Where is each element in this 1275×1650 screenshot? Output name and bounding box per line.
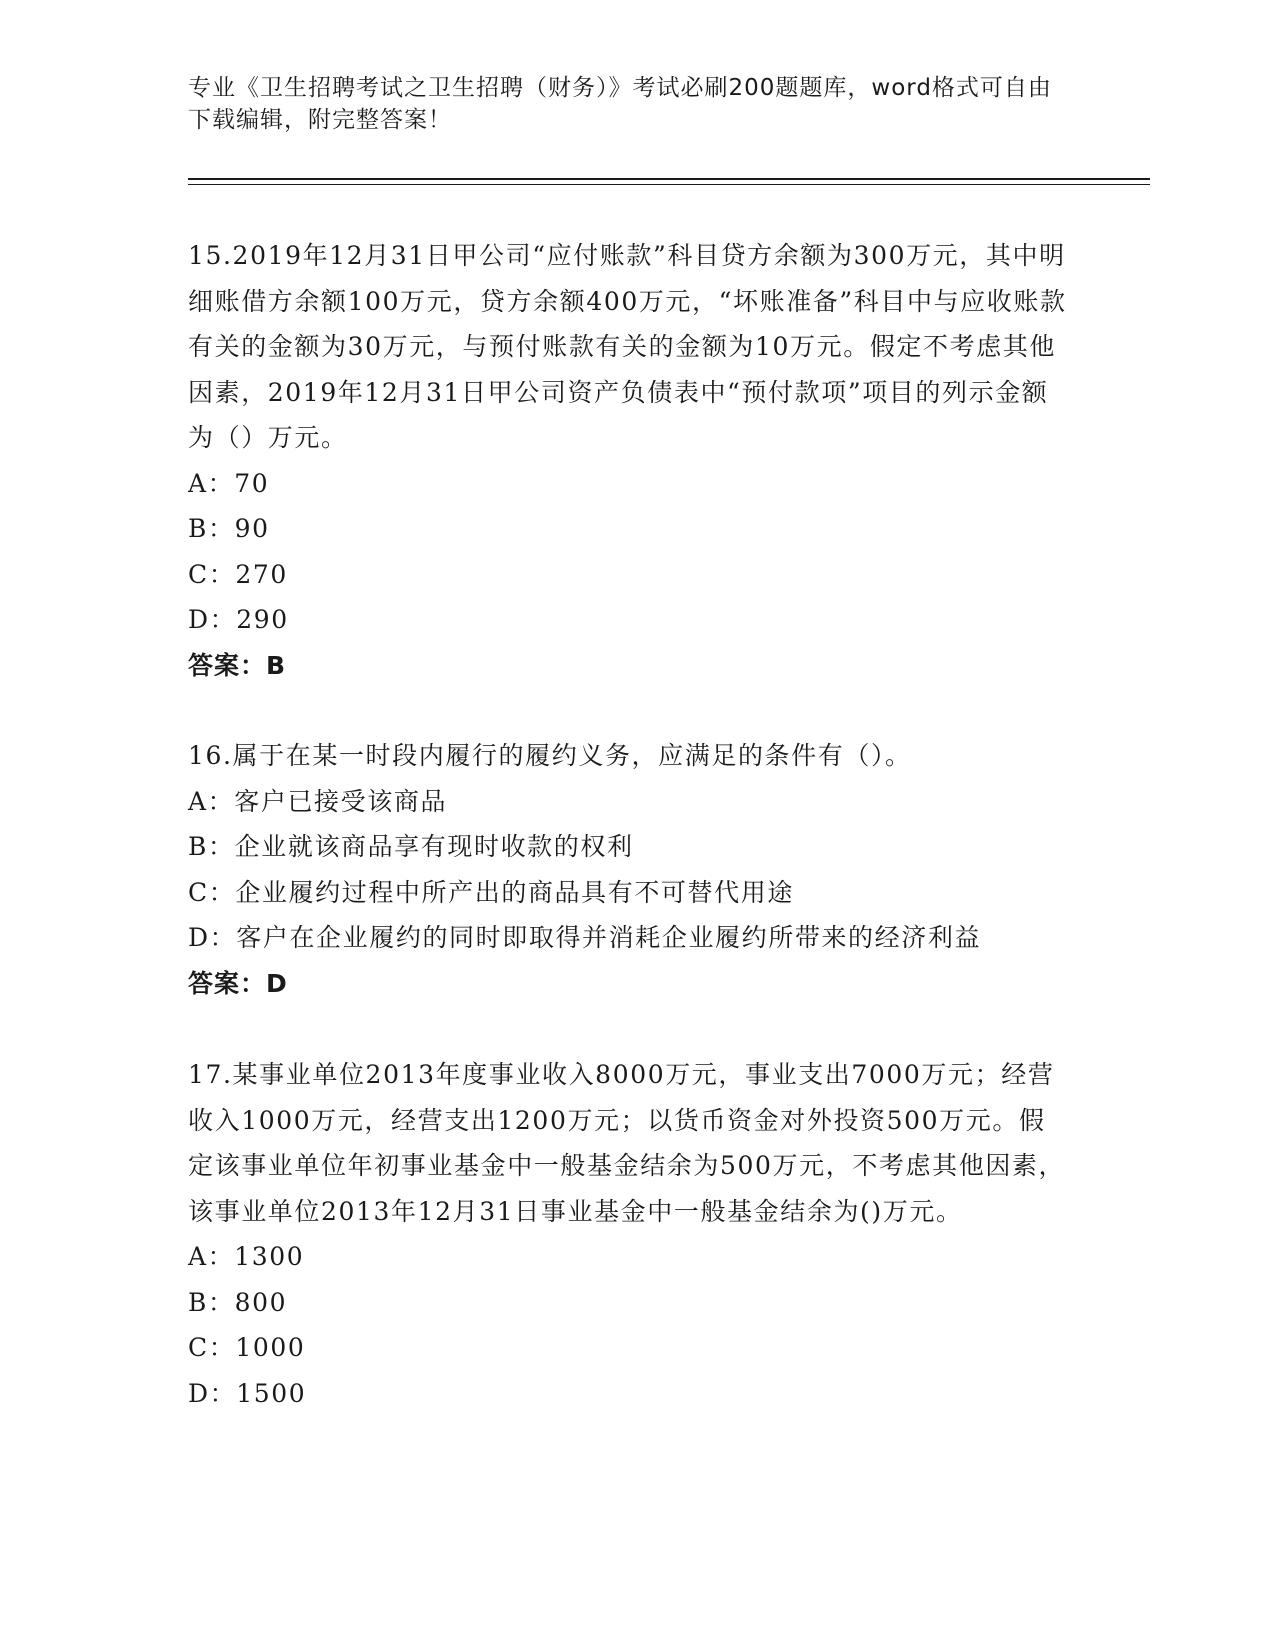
answer: 答案：B [188,650,287,680]
option-b: B：90 [188,514,270,543]
document-header: 专业《卫生招聘考试之卫生招聘（财务）》考试必刷200题题库，word格式可自由下载编辑，附完整答案！ [188,75,1052,133]
question-16 [188,733,1068,1006]
option-a: A：客户已接受该商品 [188,786,448,816]
option-a: A：70 [188,468,270,498]
question-stem: 15.2019年12月31日甲公司“应付账款”科目贷方余额为300万元，其中明细账借方余额100万元，贷方余额400万元，“坏账准备”科目中与应收账款有关的金额为30万元，与预付账款有关的金额为10万元。假定不考虑其他因素，2019年12月31日甲公司资产负债表中“预付款项”项目的列示金额为（）万元。 [188,241,1067,452]
question-15 [188,233,1068,688]
answer: 答案：D [188,968,288,998]
header-divider-thin [188,184,1150,185]
option-c: C：企业履约过程中所产出的商品具有不可替代用途 [188,877,794,907]
question-17 [188,1052,1068,1416]
option-c: C：1000 [188,1333,306,1362]
option-c: C：270 [188,559,288,589]
option-d: D：290 [188,605,289,634]
option-a: A：1300 [188,1242,305,1271]
question-stem: 16.属于在某一时段内履行的履约义务，应满足的条件有（）。 [188,741,912,770]
option-b: B：800 [188,1287,288,1317]
option-d: D：1500 [188,1378,307,1408]
question-stem: 17.某事业单位2013年度事业收入8000万元，事业支出7000万元；经营收入1000万元，经营支出1200万元；以货币资金对外投资500万元。假定该事业单位年初事业基金中一般基金结余为500万元，不考虑其他因素，该事业单位2013年12月31日事业基金中一般基金结余为()万元。 [188,1060,1066,1226]
option-d: D：客户在企业履约的同时即取得并消耗企业履约所带来的经济利益 [188,923,982,952]
header-divider-thick [188,178,1150,180]
option-b: B：企业就该商品享有现时收款的权利 [188,832,634,861]
